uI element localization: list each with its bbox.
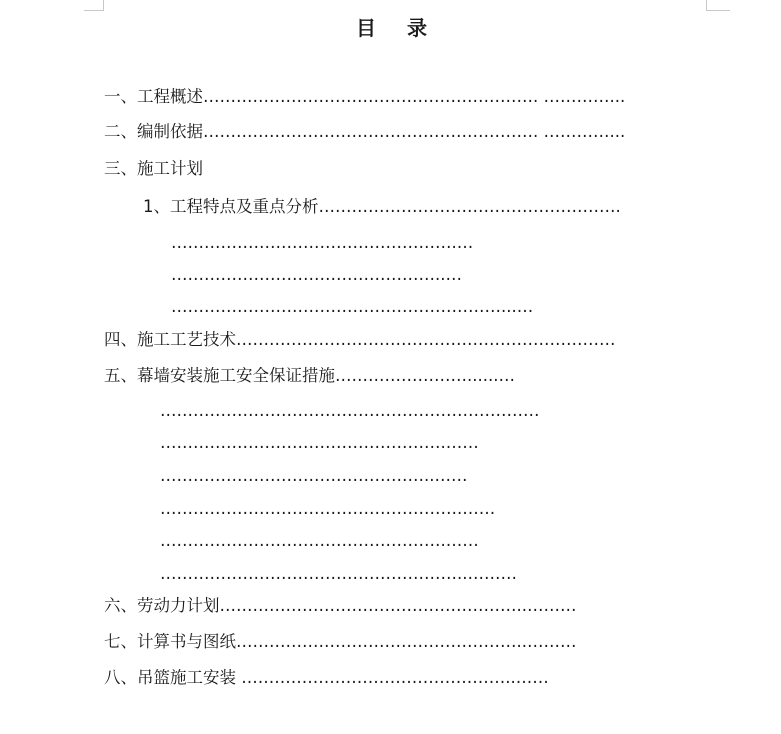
toc-subentry-features: 1、工程特点及重点分析………………………………………………. [143,197,621,216]
toc-dot-leader: …………………………………………………………… [160,401,540,420]
toc-entry-basis: 二、编制依据……………………………………………………. …………... [104,122,626,141]
crop-mark [706,0,707,11]
toc-dot-leader: …………………………………………….… [171,233,474,252]
toc-dot-leader: ……………………………………………………...… [171,297,534,316]
toc-entry-gondola: 八、吊篮施工安装 …………………………………………..…… [104,668,549,687]
crop-mark [84,10,104,11]
toc-entry-plan: 三、施工计划 [104,159,203,178]
toc-entry-calculations: 七、计算书与图纸……………………………………………..……… [104,632,577,651]
toc-entry-safety: 五、幕墙安装施工安全保证措施……………………......… [104,366,515,385]
toc-dot-leader: …………………………………………..…… [160,466,468,485]
toc-entry-overview: 一、工程概述……………………………………………………. …………... [104,87,626,106]
crop-mark [103,0,104,11]
toc-dot-leader: ………………………………………………..……… [160,564,517,583]
toc-dot-leader: …………………………………………..… [171,265,462,284]
page-title: 目 录 [356,16,439,40]
toc-dot-leader: ……………………………………………….…… [160,499,496,518]
toc-entry-technology: 四、施工工艺技术…………………………………………………………… [104,330,616,349]
toc-dot-leader: …………………………………………….…… [160,433,479,452]
crop-mark [706,10,730,11]
toc-dot-leader: …………………………………………….…… [160,531,479,550]
toc-entry-labor: 六、劳动力计划………………………………………………..……… [104,596,577,615]
